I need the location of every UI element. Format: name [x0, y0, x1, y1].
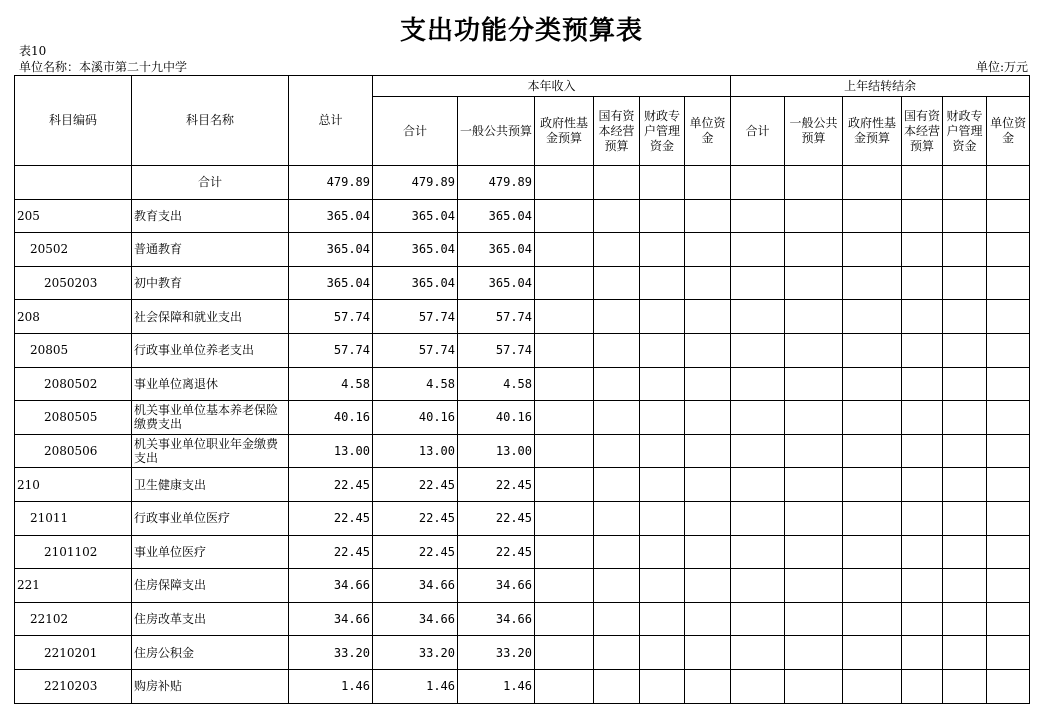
row-code: 21011	[15, 501, 132, 535]
row-current-unit	[685, 233, 731, 267]
row-current-capital	[594, 669, 640, 703]
row-prior-capital	[902, 535, 943, 569]
row-current-total: 365.04	[373, 199, 458, 233]
table-body	[15, 166, 1030, 704]
row-prior-capital	[902, 199, 943, 233]
row-current-fund	[535, 367, 594, 401]
row-current-unit	[685, 434, 731, 468]
row-current-fund	[535, 636, 594, 670]
header-current-general: 一般公共预算	[458, 97, 535, 166]
row-current-capital	[594, 434, 640, 468]
table-row	[15, 434, 1030, 468]
row-current-general: 57.74	[458, 333, 535, 367]
row-prior-total	[731, 501, 785, 535]
row-prior-total	[731, 199, 785, 233]
row-current-unit	[685, 569, 731, 603]
row-total: 1.46	[289, 669, 373, 703]
row-code: 2210201	[15, 636, 132, 670]
row-current-total: 365.04	[373, 233, 458, 267]
row-current-total: 57.74	[373, 300, 458, 334]
row-prior-fund	[843, 669, 902, 703]
table-row	[15, 602, 1030, 636]
row-prior-unit	[987, 367, 1030, 401]
row-current-general: 40.16	[458, 401, 535, 435]
row-prior-special	[943, 569, 987, 603]
row-prior-capital	[902, 401, 943, 435]
row-prior-special	[943, 367, 987, 401]
table-row	[15, 266, 1030, 300]
row-prior-unit	[987, 636, 1030, 670]
row-current-special	[640, 468, 685, 502]
row-total: 40.16	[289, 401, 373, 435]
row-name: 住房公积金	[132, 636, 289, 670]
row-current-general: 34.66	[458, 602, 535, 636]
row-prior-fund	[843, 266, 902, 300]
row-total: 22.45	[289, 468, 373, 502]
row-prior-total	[731, 535, 785, 569]
row-name: 行政事业单位养老支出	[132, 333, 289, 367]
row-prior-special	[943, 401, 987, 435]
row-current-total: 34.66	[373, 602, 458, 636]
row-current-unit	[685, 266, 731, 300]
row-current-capital	[594, 535, 640, 569]
row-prior-unit	[987, 434, 1030, 468]
row-prior-unit	[987, 266, 1030, 300]
row-code: 2080502	[15, 367, 132, 401]
header-current-capital: 国有资本经营预算	[594, 97, 640, 166]
row-name: 住房改革支出	[132, 602, 289, 636]
row-code: 210	[15, 468, 132, 502]
header-current-special: 财政专户管理资金	[640, 97, 685, 166]
row-prior-general	[785, 602, 843, 636]
row-current-capital	[594, 233, 640, 267]
row-prior-general	[785, 199, 843, 233]
row-current-special	[640, 367, 685, 401]
row-prior-unit	[987, 199, 1030, 233]
row-current-unit	[685, 300, 731, 334]
row-current-general: 479.89	[458, 166, 535, 200]
row-current-special	[640, 501, 685, 535]
row-prior-unit	[987, 569, 1030, 603]
row-prior-special	[943, 233, 987, 267]
row-prior-unit	[987, 166, 1030, 200]
row-current-capital	[594, 166, 640, 200]
row-current-fund	[535, 501, 594, 535]
table-row	[15, 636, 1030, 670]
unit-name: 单位名称：本溪市第二十九中学	[19, 60, 188, 74]
row-code: 20805	[15, 333, 132, 367]
header-current-total: 合计	[373, 97, 458, 166]
row-current-fund	[535, 333, 594, 367]
row-name: 卫生健康支出	[132, 468, 289, 502]
row-code: 2050203	[15, 266, 132, 300]
row-prior-unit	[987, 602, 1030, 636]
row-current-general: 22.45	[458, 535, 535, 569]
row-prior-capital	[902, 669, 943, 703]
row-code: 205	[15, 199, 132, 233]
row-prior-fund	[843, 333, 902, 367]
table-row	[15, 300, 1030, 334]
row-name: 事业单位医疗	[132, 535, 289, 569]
row-prior-total	[731, 636, 785, 670]
row-prior-capital	[902, 266, 943, 300]
row-total: 22.45	[289, 501, 373, 535]
row-current-unit	[685, 367, 731, 401]
row-current-fund	[535, 434, 594, 468]
row-total: 365.04	[289, 233, 373, 267]
row-prior-fund	[843, 166, 902, 200]
row-current-unit	[685, 401, 731, 435]
row-prior-fund	[843, 569, 902, 603]
row-prior-fund	[843, 199, 902, 233]
row-name: 教育支出	[132, 199, 289, 233]
row-prior-fund	[843, 602, 902, 636]
row-current-general: 57.74	[458, 300, 535, 334]
row-prior-fund	[843, 468, 902, 502]
row-prior-special	[943, 166, 987, 200]
row-current-capital	[594, 401, 640, 435]
row-code: 2080505	[15, 401, 132, 435]
row-current-fund	[535, 602, 594, 636]
row-current-special	[640, 434, 685, 468]
row-current-fund	[535, 199, 594, 233]
row-prior-fund	[843, 300, 902, 334]
row-name: 事业单位离退休	[132, 367, 289, 401]
row-current-special	[640, 199, 685, 233]
header-prior-capital: 国有资本经营预算	[902, 97, 943, 166]
row-prior-capital	[902, 333, 943, 367]
row-current-special	[640, 669, 685, 703]
row-total: 57.74	[289, 300, 373, 334]
row-current-total: 57.74	[373, 333, 458, 367]
row-current-general: 33.20	[458, 636, 535, 670]
row-total: 479.89	[289, 166, 373, 200]
row-name: 购房补贴	[132, 669, 289, 703]
row-total: 33.20	[289, 636, 373, 670]
row-prior-unit	[987, 300, 1030, 334]
row-name: 机关事业单位职业年金缴费支出	[132, 434, 289, 468]
row-current-capital	[594, 300, 640, 334]
row-prior-capital	[902, 569, 943, 603]
row-current-special	[640, 333, 685, 367]
row-current-general: 4.58	[458, 367, 535, 401]
row-current-capital	[594, 367, 640, 401]
row-current-unit	[685, 535, 731, 569]
row-prior-special	[943, 266, 987, 300]
row-prior-special	[943, 501, 987, 535]
row-prior-total	[731, 434, 785, 468]
header-prior-general: 一般公共预算	[785, 97, 843, 166]
row-prior-total	[731, 333, 785, 367]
row-prior-fund	[843, 636, 902, 670]
header-current-unit: 单位资金	[685, 97, 731, 166]
row-current-general: 1.46	[458, 669, 535, 703]
row-prior-unit	[987, 501, 1030, 535]
row-prior-general	[785, 434, 843, 468]
row-prior-fund	[843, 367, 902, 401]
row-code: 2101102	[15, 535, 132, 569]
row-current-capital	[594, 501, 640, 535]
row-prior-total	[731, 569, 785, 603]
row-prior-total	[731, 166, 785, 200]
row-prior-total	[731, 300, 785, 334]
row-current-fund	[535, 266, 594, 300]
table-number: 表10	[19, 44, 47, 58]
row-prior-general	[785, 367, 843, 401]
header-prior-fund: 政府性基金预算	[843, 97, 902, 166]
row-prior-total	[731, 266, 785, 300]
row-current-special	[640, 569, 685, 603]
row-prior-capital	[902, 468, 943, 502]
row-prior-capital	[902, 434, 943, 468]
row-prior-capital	[902, 233, 943, 267]
row-prior-general	[785, 569, 843, 603]
row-current-special	[640, 233, 685, 267]
row-prior-capital	[902, 166, 943, 200]
row-current-unit	[685, 602, 731, 636]
row-current-special	[640, 166, 685, 200]
row-current-capital	[594, 636, 640, 670]
table-row	[15, 233, 1030, 267]
row-prior-special	[943, 300, 987, 334]
row-code	[15, 166, 132, 200]
row-current-fund	[535, 669, 594, 703]
row-prior-fund	[843, 535, 902, 569]
header-prior-unit: 单位资金	[987, 97, 1030, 166]
row-current-unit	[685, 333, 731, 367]
row-prior-general	[785, 166, 843, 200]
row-current-unit	[685, 501, 731, 535]
table-row	[15, 501, 1030, 535]
row-current-total: 365.04	[373, 266, 458, 300]
budget-table	[14, 75, 1030, 704]
row-prior-unit	[987, 233, 1030, 267]
row-prior-total	[731, 602, 785, 636]
row-current-fund	[535, 535, 594, 569]
row-total: 13.00	[289, 434, 373, 468]
row-prior-unit	[987, 333, 1030, 367]
row-current-general: 34.66	[458, 569, 535, 603]
row-prior-general	[785, 300, 843, 334]
header-current-fund: 政府性基金预算	[535, 97, 594, 166]
row-prior-capital	[902, 300, 943, 334]
row-current-special	[640, 300, 685, 334]
row-prior-general	[785, 333, 843, 367]
row-prior-capital	[902, 367, 943, 401]
row-current-fund	[535, 233, 594, 267]
row-prior-fund	[843, 401, 902, 435]
row-prior-special	[943, 434, 987, 468]
row-prior-unit	[987, 535, 1030, 569]
row-current-special	[640, 535, 685, 569]
row-current-total: 479.89	[373, 166, 458, 200]
row-current-total: 22.45	[373, 535, 458, 569]
row-prior-unit	[987, 669, 1030, 703]
row-total: 365.04	[289, 266, 373, 300]
row-current-fund	[535, 166, 594, 200]
row-prior-general	[785, 669, 843, 703]
table-row	[15, 669, 1030, 703]
table-row	[15, 535, 1030, 569]
row-total: 34.66	[289, 569, 373, 603]
row-current-capital	[594, 333, 640, 367]
table-row	[15, 468, 1030, 502]
row-current-special	[640, 266, 685, 300]
row-current-special	[640, 401, 685, 435]
page-title: 支出功能分类预算表	[399, 16, 643, 46]
row-current-total: 34.66	[373, 569, 458, 603]
currency-unit: 单位:万元	[975, 60, 1028, 74]
row-prior-capital	[902, 501, 943, 535]
row-current-unit	[685, 166, 731, 200]
row-prior-special	[943, 468, 987, 502]
row-current-general: 22.45	[458, 501, 535, 535]
row-current-capital	[594, 468, 640, 502]
row-name: 社会保障和就业支出	[132, 300, 289, 334]
row-total: 365.04	[289, 199, 373, 233]
header-code: 科目编码	[15, 76, 132, 166]
table-row	[15, 569, 1030, 603]
header-total: 总计	[289, 76, 373, 166]
row-prior-total	[731, 233, 785, 267]
row-prior-fund	[843, 501, 902, 535]
row-prior-special	[943, 636, 987, 670]
row-name: 初中教育	[132, 266, 289, 300]
row-current-special	[640, 636, 685, 670]
row-current-general: 365.04	[458, 266, 535, 300]
row-current-general: 365.04	[458, 233, 535, 267]
row-current-fund	[535, 569, 594, 603]
row-current-capital	[594, 569, 640, 603]
table-row	[15, 333, 1030, 367]
row-current-fund	[535, 468, 594, 502]
table-row	[15, 367, 1030, 401]
row-code: 2080506	[15, 434, 132, 468]
row-current-total: 4.58	[373, 367, 458, 401]
row-prior-general	[785, 266, 843, 300]
row-total: 22.45	[289, 535, 373, 569]
row-current-unit	[685, 468, 731, 502]
row-current-fund	[535, 300, 594, 334]
row-total: 57.74	[289, 333, 373, 367]
row-prior-general	[785, 401, 843, 435]
row-name: 合计	[132, 166, 289, 200]
row-prior-special	[943, 669, 987, 703]
header-prior-total: 合计	[731, 97, 785, 166]
row-prior-special	[943, 199, 987, 233]
row-code: 208	[15, 300, 132, 334]
row-current-unit	[685, 669, 731, 703]
row-current-total: 22.45	[373, 501, 458, 535]
header-prior-special: 财政专户管理资金	[943, 97, 987, 166]
row-prior-general	[785, 468, 843, 502]
row-prior-special	[943, 333, 987, 367]
table-row	[15, 199, 1030, 233]
row-name: 住房保障支出	[132, 569, 289, 603]
header-name: 科目名称	[132, 76, 289, 166]
table-row	[15, 401, 1030, 435]
row-current-capital	[594, 199, 640, 233]
row-current-total: 22.45	[373, 468, 458, 502]
row-prior-special	[943, 602, 987, 636]
row-prior-capital	[902, 636, 943, 670]
row-code: 221	[15, 569, 132, 603]
row-current-general: 365.04	[458, 199, 535, 233]
row-prior-fund	[843, 434, 902, 468]
row-prior-general	[785, 535, 843, 569]
row-name: 机关事业单位基本养老保险缴费支出	[132, 401, 289, 435]
row-total: 34.66	[289, 602, 373, 636]
table-row	[15, 166, 1030, 200]
row-code: 2210203	[15, 669, 132, 703]
row-prior-capital	[902, 602, 943, 636]
row-prior-general	[785, 501, 843, 535]
row-code: 20502	[15, 233, 132, 267]
row-current-unit	[685, 636, 731, 670]
row-prior-total	[731, 367, 785, 401]
row-prior-general	[785, 233, 843, 267]
row-current-general: 13.00	[458, 434, 535, 468]
row-name: 行政事业单位医疗	[132, 501, 289, 535]
row-prior-total	[731, 468, 785, 502]
row-current-capital	[594, 602, 640, 636]
row-prior-general	[785, 636, 843, 670]
row-current-unit	[685, 199, 731, 233]
row-current-fund	[535, 401, 594, 435]
row-code: 22102	[15, 602, 132, 636]
row-prior-fund	[843, 233, 902, 267]
row-prior-unit	[987, 401, 1030, 435]
row-current-total: 33.20	[373, 636, 458, 670]
header-prior-year: 上年结转结余	[731, 76, 1030, 97]
row-current-general: 22.45	[458, 468, 535, 502]
row-current-capital	[594, 266, 640, 300]
row-current-total: 40.16	[373, 401, 458, 435]
row-total: 4.58	[289, 367, 373, 401]
row-name: 普通教育	[132, 233, 289, 267]
row-prior-total	[731, 401, 785, 435]
row-prior-total	[731, 669, 785, 703]
header-current-year: 本年收入	[373, 76, 731, 97]
row-prior-unit	[987, 468, 1030, 502]
row-current-special	[640, 602, 685, 636]
row-current-total: 13.00	[373, 434, 458, 468]
row-current-total: 1.46	[373, 669, 458, 703]
row-prior-special	[943, 535, 987, 569]
